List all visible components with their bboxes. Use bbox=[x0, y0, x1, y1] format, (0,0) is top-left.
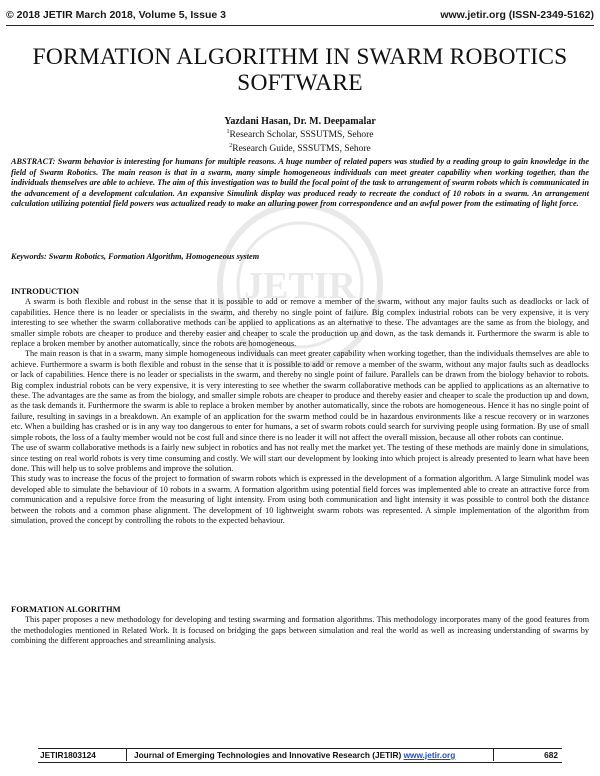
footer-page-number: 682 bbox=[544, 750, 558, 760]
footer-site-link[interactable]: www.jetir.org bbox=[403, 750, 456, 760]
author-block bbox=[0, 116, 600, 155]
page-footer bbox=[38, 748, 562, 762]
abstract: ABSTRACT: Swarm behavior is interesting for humans for multiple reasons. A huge number of related papers was studied by a reading group to gain knowledge in the field of Swarm Robotics. The main reason is that in a swarm, many simple homogeneous individuals can meet greater capability when working together, than the individuals themselves are able to achieve. The aim of this investigation was to build the focal point of the task to arrangement of swarm robots which is communicated in the advancement of a development calculation. An expansive Simulink display was produced ready to recreate the conduct of 10 robots in a swarm. An arrangement calculation utilizing potential field powers was actualized ready to make an alluring power from correspondence and an awful power from the estimating of light force. bbox=[11, 157, 589, 209]
introduction-section bbox=[11, 286, 589, 526]
introduction-heading: INTRODUCTION bbox=[11, 286, 80, 296]
intro-paragraph: This study was to increase the focus of the project to formation of swarm robots which is expressed in the development of a formation algorithm. A large Simulink model was developed able to simulate the behaviour of 10 robots in a swarm. A formation algorithm using potential field forces was implemented able to create an attractive force from communication and a repulsive force from the measuring of light intensity. From using both communication and light intensity it was possible to control both the distance between the robots and a common phase alignment. The development of 10 lightweight swarm robots was represented. A simple implementation of the algorithm from simulation, proved the concept by controlling the robots to the expected behaviour. bbox=[11, 474, 589, 525]
keywords: Keywords: Swarm Robotics, Formation Algorithm, Homogeneous system bbox=[11, 252, 260, 261]
footer-journal: Journal of Emerging Technologies and Innovative Research (JETIR) www.jetir.org bbox=[134, 750, 456, 760]
affiliation-1: $^1$Research Scholar, SSSUTMS, Sehore bbox=[226, 129, 374, 141]
footer-paper-id: JETIR1803124 bbox=[40, 750, 96, 760]
affiliation-2: $^2$Research Guide, SSSUTMS, Sehore bbox=[229, 143, 371, 155]
intro-paragraph: A swarm is both flexible and robust in the sense that it is possible to add or remove a member of the swarm, without any major faults such as deadlocks or lack of capabilities. Hence there is no leader or specialists in the swarm, and thereby no single point of failure. Big complex industrial robots can be very expensive, it is very interesting to see whether the swarm collaborative methods can be applied to applications as an alternative to these. The advantages are the same as from the biology, and smaller simple robots are cheaper to produce and thereby easier and cheaper to scale the production up and down, as the task demands it. Furthermore the swarm is able to replace a broken member by another automatically, since the robots are homogeneous. bbox=[11, 297, 589, 349]
header-rule bbox=[6, 25, 594, 26]
formation-paragraph: This paper proposes a new methodology for developing and testing swarming and formation algorithms. This methodology incorporates many of the good features from the methodologies mentioned in Related Work. It is focused on bridging the gaps between simulation and real the world as well as increasing understanding of swarms by combining the different approaches and streamlining analysis. bbox=[11, 615, 589, 646]
header-issn: www.jetir.org (ISSN-2349-5162) bbox=[440, 9, 594, 21]
formation-heading: FORMATION ALGORITHM bbox=[11, 604, 121, 614]
formation-section bbox=[11, 604, 589, 647]
intro-paragraph: The use of swarm collaborative methods is a fairly new subject in robotics and has not really met the market yet. The testing of these methods are mainly done in simulations, since testing on real world robots is very time consuming and costly. We will start our development by looking into which project is already presented to learn what have been done. This will help us to solve problems and improve the solution. bbox=[11, 443, 589, 473]
paper-title: FORMATION ALGORITHM IN SWARM ROBOTICS SOFTWARE bbox=[32, 44, 568, 96]
intro-paragraph: The main reason is that in a swarm, many simple homogeneous individuals can meet greater capability when working together, than the individuals themselves are able to achieve. Furthermore a swarm is both flexible and robust in the sense that it is possible to add or remove a member of the swarm, without any major faults such as deadlocks or lack of capabilities. Hence there is no leader or specialists in the swarm, and thereby no single point of failure. Parallels can be drawn from the biology behavior to robots. Big complex industrial robots can be very expensive, it is very interesting to see whether the swarm collaborative methods can be applied to applications as an alternative to these. The advantages are the same as from the biology, and smaller simple robots are cheaper to produce and thereby easier and cheaper to scale the production up and down, as the task demands it. Furthermore the swarm is able to replace a broken member by another automatically, since the robots are homogeneous. Hence it has no single point of failure, resulting in savings in a breakdown. An example of an application for the swarm method could be in hazardous environments like a rescue recovery or in warzones etc. When a building has crashed or is in any way too dangerous to enter for humans, a set of swarm robots could search for surviving people using formation. By use of small simple robots, the loss of a faulty member would not be cost full and since there is no leader it will not affect the overall mission, because all other robots can continue. bbox=[11, 349, 589, 442]
header-citation: © 2018 JETIR March 2018, Volume 5, Issue 3 bbox=[6, 9, 226, 21]
watermark-text: JETIR bbox=[244, 265, 356, 307]
author-names: Yazdani Hasan, Dr. M. Deepamalar bbox=[224, 116, 376, 127]
